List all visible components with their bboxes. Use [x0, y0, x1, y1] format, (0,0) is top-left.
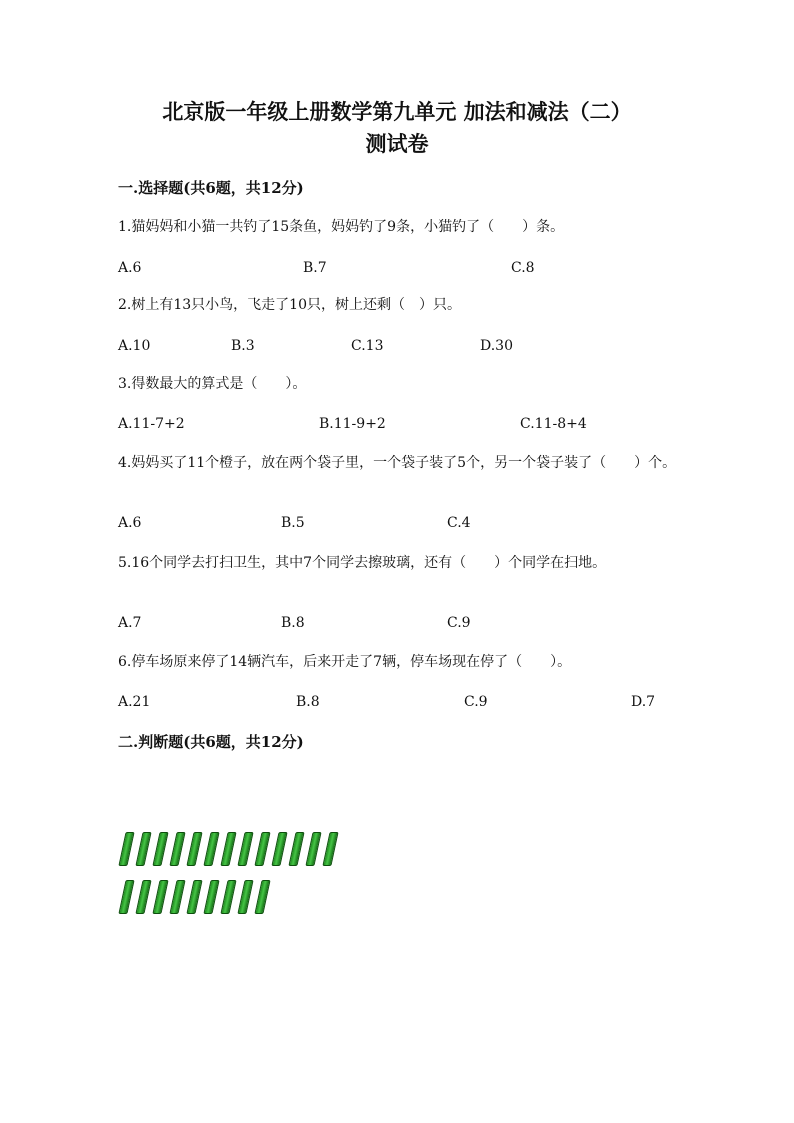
option-c: C.4: [447, 515, 471, 531]
stick-icon: [135, 832, 151, 866]
page-subtitle: 测试卷: [365, 131, 429, 156]
option-a: A.7: [118, 615, 142, 631]
option-b: B.8: [281, 615, 305, 631]
stick-icon: [237, 832, 253, 866]
stick-icon: [220, 880, 236, 914]
option-b: B.5: [281, 515, 305, 531]
stick-icon: [186, 880, 202, 914]
stick-icon: [305, 832, 321, 866]
stick-icon: [118, 832, 134, 866]
option-b: B.11-9+2: [319, 416, 386, 432]
option-a: A.11-7+2: [118, 416, 185, 432]
question-text: 6.停车场原来停了14辆汽车，后来开走了7辆，停车场现在停了（ ）。: [118, 654, 572, 670]
stick-icon: [203, 880, 219, 914]
question-text: 2.树上有13只小鸟，飞走了10只，树上还剩（ ）只。: [118, 297, 461, 313]
stick-icon: [322, 832, 338, 866]
stick-icon: [118, 880, 134, 914]
option-b: B.3: [231, 338, 255, 354]
option-b: B.7: [303, 260, 327, 276]
question-text: 3.得数最大的算式是（ ）。: [118, 376, 307, 392]
stick-icon: [254, 832, 270, 866]
option-a: A.10: [118, 338, 151, 354]
option-c: C.9: [447, 615, 471, 631]
option-b: B.8: [296, 694, 320, 710]
question-text: 5.16个同学去打扫卫生，其中7个同学去擦玻璃，还有（ ）个同学在扫地。: [118, 555, 607, 571]
option-c: C.8: [511, 260, 535, 276]
stick-row-1: [122, 832, 335, 866]
stick-icon: [152, 880, 168, 914]
option-c: C.11-8+4: [520, 416, 587, 432]
stick-row-2: [122, 880, 267, 914]
stick-icon: [135, 880, 151, 914]
stick-icon: [203, 832, 219, 866]
stick-icon: [254, 880, 270, 914]
stick-icon: [220, 832, 236, 866]
option-d: D.7: [631, 694, 656, 710]
option-c: C.13: [351, 338, 384, 354]
stick-icon: [271, 832, 287, 866]
question-text: 4.妈妈买了11个橙子，放在两个袋子里，一个袋子装了5个，另一个袋子装了（ ）个。: [118, 455, 677, 471]
option-c: C.9: [464, 694, 488, 710]
stick-icon: [186, 832, 202, 866]
option-a: A.6: [118, 515, 142, 531]
stick-icon: [169, 832, 185, 866]
section-heading-judge: 二.判断题(共6题，共12分): [118, 733, 304, 751]
option-d: D.30: [480, 338, 513, 354]
stick-icon: [288, 832, 304, 866]
question-text: 1.猫妈妈和小猫一共钓了15条鱼，妈妈钓了9条，小猫钓了（ ）条。: [118, 219, 565, 235]
stick-icon: [152, 832, 168, 866]
option-a: A.6: [118, 260, 142, 276]
page-title: 北京版一年级上册数学第九单元 加法和减法（二）: [162, 99, 632, 124]
section-heading-choice: 一.选择题(共6题，共12分): [118, 179, 304, 197]
option-a: A.21: [118, 694, 151, 710]
stick-icon: [169, 880, 185, 914]
stick-icon: [237, 880, 253, 914]
